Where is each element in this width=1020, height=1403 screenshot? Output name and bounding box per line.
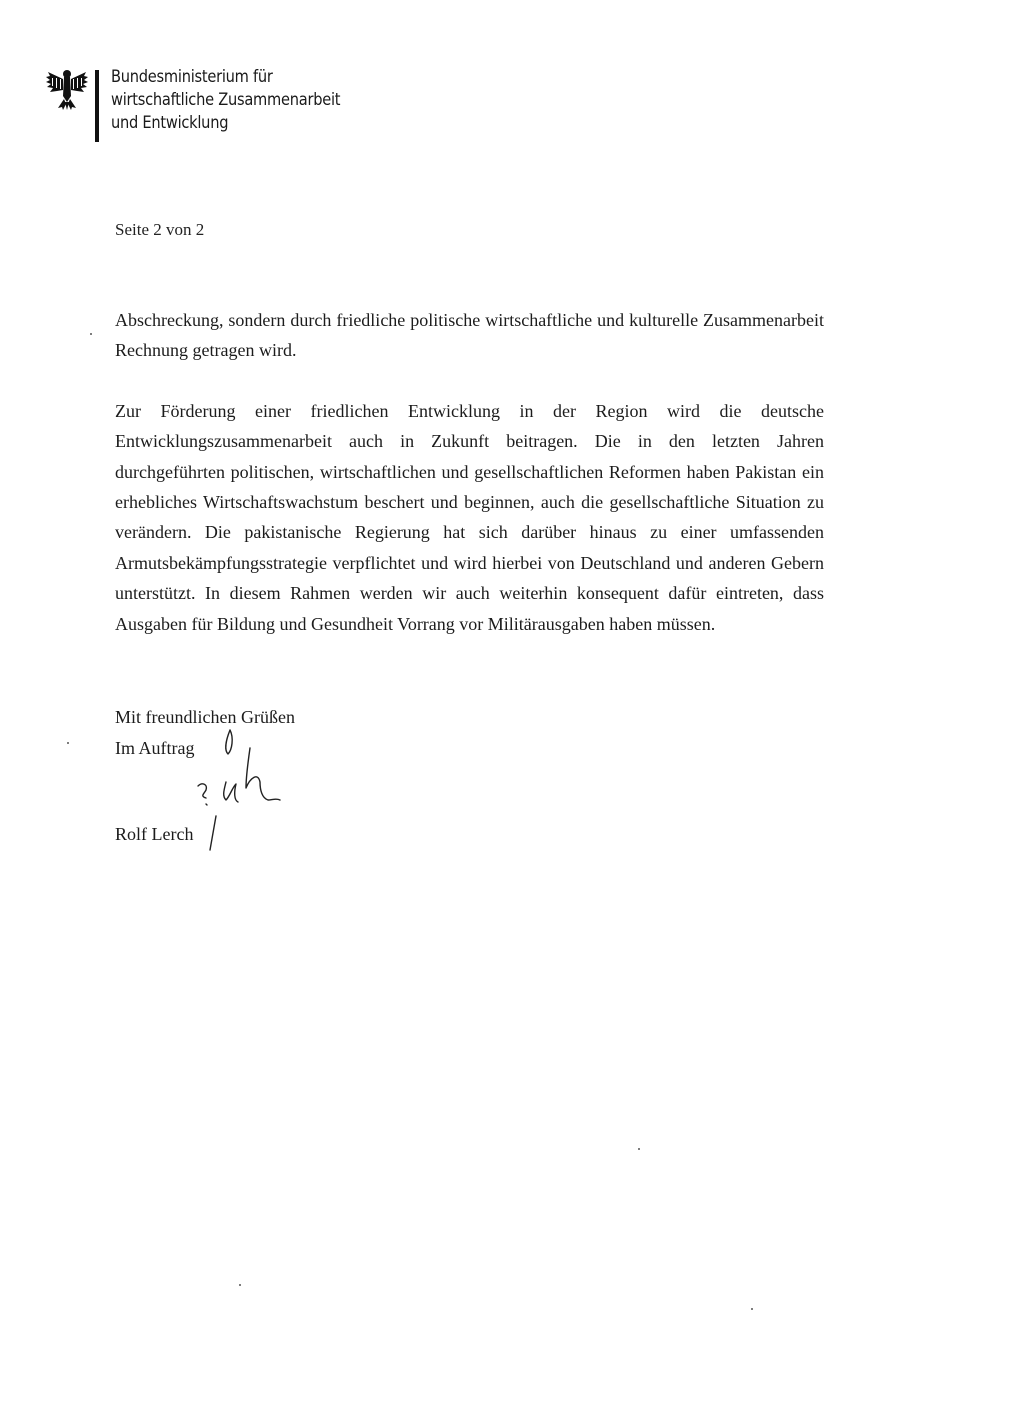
signer-name: Rolf Lerch <box>115 824 194 844</box>
letterhead-divider <box>95 70 99 142</box>
scan-speck <box>67 742 69 744</box>
scan-speck <box>90 333 92 335</box>
scan-speck <box>751 1308 753 1310</box>
body-paragraph-2: Zur Förderung einer friedlichen Entwicklung in der Region wird die deutsche Entwicklungszusammenarbeit auch in Zukunft beitragen. Die in den letzten Jahren durchgeführten politischen, wirtschaftlichen und gesellschaftlichen Reformen haben Pakistan ein erhebliches Wirtschaftswachstum beschert und beginnen, auch die gesellschaftliche Situation zu verändern. Die pakistanische Regierung hat sich darüber hinaus zu einer umfassenden Armutsbekämpfungsstrategie verpflichtet und wird hierbei von Deutschland und anderen Gebern unterstützt. In diesem Rahmen werden wir auch weiterhin konsequent dafür eintreten, dass Ausgaben für Bildung und Gesundheit Vorrang vor Militärausgaben haben müssen. <box>115 400 824 634</box>
page-number: Seite 2 von 2 <box>115 220 205 239</box>
ministry-line-1: Bundesministerium für <box>111 67 273 87</box>
closing-greeting: Mit freundlichen Grüßen <box>115 707 295 727</box>
letter-body <box>115 305 824 669</box>
scan-speck <box>239 1284 241 1286</box>
handwritten-signature <box>188 726 288 856</box>
ministry-line-3: und Entwicklung <box>111 113 229 133</box>
letterhead <box>44 64 404 148</box>
ministry-name <box>111 66 340 135</box>
closing-on-behalf: Im Auftrag <box>115 737 195 758</box>
ministry-line-2: wirtschaftliche Zusammenarbeit <box>111 90 341 110</box>
scan-speck <box>638 1148 640 1150</box>
body-paragraph-1: Abschreckung, sondern durch friedliche politische wirtschaftliche und kulturelle Zusammenarbeit Rechnung getragen wird. <box>115 310 824 361</box>
federal-eagle-icon <box>44 66 90 112</box>
